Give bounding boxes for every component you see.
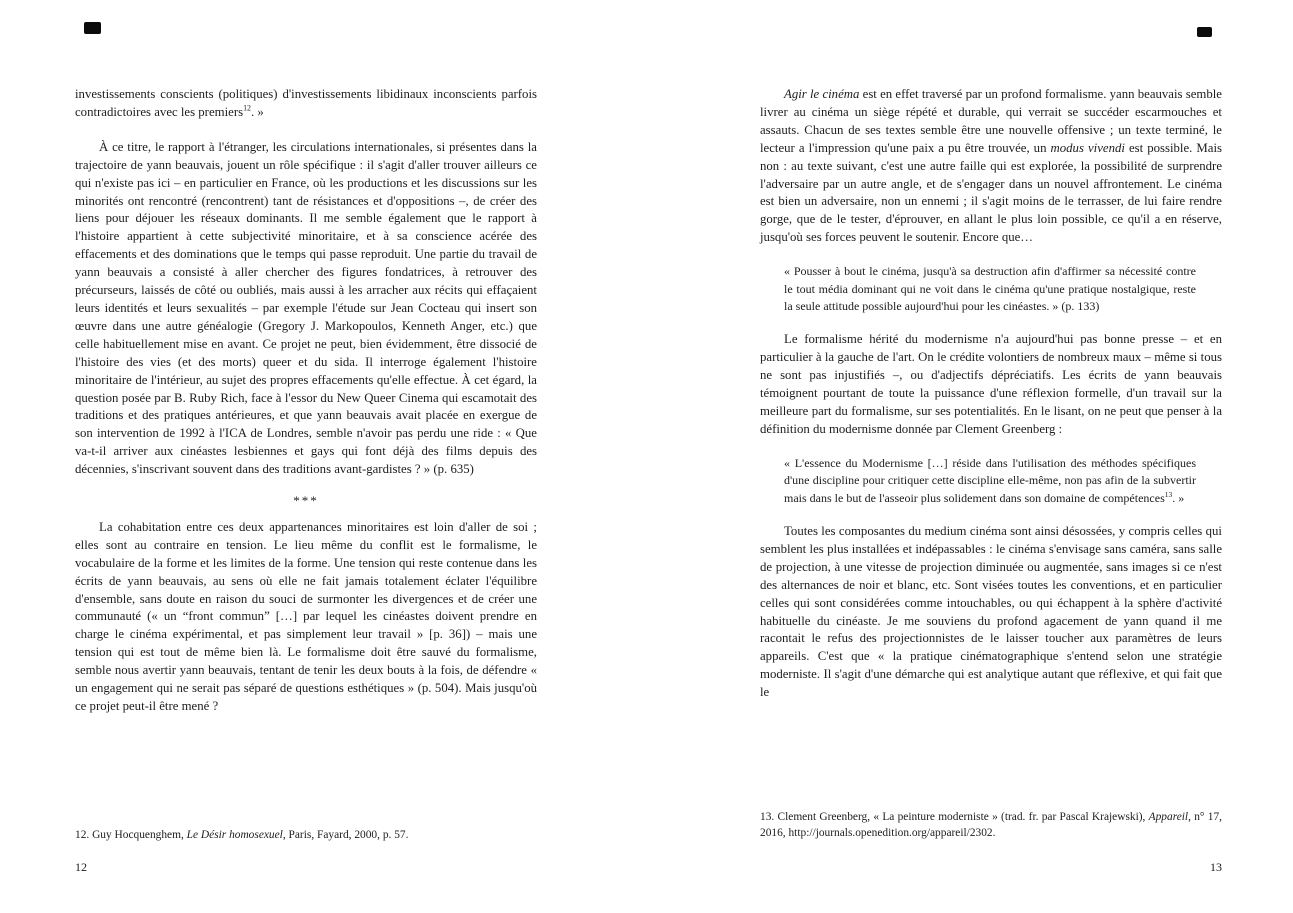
footnote-13: 13. Clement Greenberg, « La peinture moderniste » (trad. fr. par Pascal Krajewski), Appareil, n° 17, 2016, http://journals.openedition.org/appareil/2302. [760, 811, 1222, 839]
paragraph-trajectoire: À ce titre, le rapport à l'étranger, les circulations internationales, si présentes dans la trajectoire de yann beauvais, jouent un rôle spécifique : il s'agit d'aller trouver ailleurs ce qui n'existe pas ici – en particulier en France, où les productions et les discussions sur les minorités ont rencontré (rencontrent) tant de résistances et d'oppositions –, de créer des liens pour déjouer les réseaux dominants. Il me semble également que le rapport à l'histoire appartient à cette subjectivité minoritaire, et à sa conscience acérée des effacements et des dominations que le temps qui passe reproduit. Une partie du travail de yann beauvais a consisté à aller chercher des figures fondatrices, à retrouver des précurseurs, laissés de côté ou oubliés, mais aussi à les arracher aux récits qui effaçaient leurs identités et leurs sexualités – par exemple l'étude sur Jean Cocteau qui insert son œuvre dans une autre généalogie (Gregory J. Markopoulos, Kenneth Anger, etc.) que celle habituellement mise en avant. Ce projet ne peut, bien évidemment, être dissocié de l'histoire des vies (et des morts) queer et du sida. Il interroge également l'histoire minoritaire de l'intérieur, au sujet des propres effacements qu'elle effectue. À cet égard, la question posée par B. Ruby Rich, face à l'essor du New Queer Cinema qui escamotait des traditions et des pratiques antérieures, et que yann beauvais avait placée en exergue de son intervention de 1992 à l'ICA de Londres, semble n'avoir pas perdu une ride : « Que va-t-il arriver aux cinéastes lesbiennes et gays qui font déjà des films depuis des décennies, s'inscrivant souvent dans des traditions avant-gardistes ? » (p. 635) [75, 139, 537, 477]
ink-mark-top-right [1197, 27, 1212, 37]
ink-mark-top-left [84, 22, 101, 34]
page-number-right: 13 [1210, 860, 1222, 874]
page-right [760, 86, 1222, 702]
page-number-left: 12 [75, 860, 87, 874]
paragraph-cohabitation: La cohabitation entre ces deux appartenances minoritaires est loin d'aller de soi ; elles sont au contraire en tension. Le lieu même du conflit est le formalisme, le vocabulaire de la forme et les limites de la forme. Une tension qui reste contenue dans les écrits de yann beauvais, au sens où elle ne fait jamais totalement éclater l'équilibre d'ensemble, sans doute en raison du souci de surmonter les divergences et de créer une communauté (« un “front commun” […] par lequel les cinéastes doivent prendre en charge le cinéma expérimental, et pas simplement leur travail » [p. 36]) – mais une tension qui est tout de même bien là. Le formalisme doit être sauvé du formalisme, semble nous avertir yann beauvais, tentant de tenir les deux bouts à la fois, de défendre « un engagement qui ne serait pas séparé de questions esthétiques » (p. 504). Mais jusqu'où ce projet peut-il être mené ? [75, 519, 537, 713]
blockquote-pousser: « Pousser à bout le cinéma, jusqu'à sa destruction afin d'affirmer sa nécessité contre le tout média dominant qui ne voit dans le cinéma qu'une pratique nostalgique, reste la seule attitude possible aujourd'hui pour les cinéastes. » (p. 133) [784, 264, 1196, 313]
paragraph-continuation: investissements conscients (politiques) d'investissements libidinaux inconscients parfois contradictoires avec les premiers$^{12}$. » [75, 87, 537, 119]
page-left [75, 86, 537, 716]
paragraph-agir: Agir le cinéma est en effet traversé par un profond formalisme. yann beauvais semble livrer au cinéma un siège répété et durable, qui verrait se succéder escarmouches et assauts. Chacun de ses textes semble être une nouvelle offensive ; un texte terminé, le lecteur a l'impression qu'une paix a pu être trouvée, un modus vivendi est possible. Mais non : au texte suivant, c'est une autre faille qui est explorée, la possibilité de surprendre l'adversaire par un autre angle, et de s'engager dans un nouvel affrontement. Le cinéma est bien un adversaire, non un ennemi ; il s'agit moins de le terrasser, de lui faire rendre gorge, que de le tester, d'éprouver, en allant le plus loin possible, ce qu'il a en réserve, jusqu'où ses forces peuvent le soutenir. Encore que… [760, 87, 1222, 245]
footnote-12: 12. Guy Hocquenghem, Le Désir homosexuel, Paris, Fayard, 2000, p. 57. [75, 829, 409, 841]
paragraph-composantes: Toutes les composantes du medium cinéma sont ainsi désossées, y compris celles qui semblent les plus installées et indépassables : le cinéma s'envisage sans caméra, sans salle de projection, à une vitesse de projection diminuée ou augmentée, sans images si ce n'est des alternances de noir et blanc, etc. Sont visées toutes les conventions, et en particulier celles qui sont considérées comme intouchables, ou qui échappent à la sphère d'activité habituelle du cinéaste. Je me souviens du profond agacement de yann quand il me racontait le refus des projectionnistes de le laisser toucher aux paramètres de leurs appareils. C'est que « la pratique cinématographique s'entend selon une stratégie moderniste. Il s'agit d'une démarche qui est analytique autant que réflexive, et qui fait que le [760, 524, 1222, 700]
section-separator: *** [293, 493, 319, 509]
blockquote-essence: « L'essence du Modernisme […] réside dans l'utilisation des méthodes spécifiques d'une discipline pour critiquer cette discipline elle-même, non pas afin de la subvertir mais dans le but de l'asseoir plus solidement dans son domaine de compétences$^{13}$. » [784, 455, 1196, 505]
paragraph-formalisme: Le formalisme hérité du modernisme n'a aujourd'hui pas bonne presse – et en particulier à la gauche de l'art. On le crédite volontiers de nombreux maux – même si tous ne sont pas injustifiés –, ou d'adjectifs dépréciatifs. Les écrits de yann beauvais témoignent pourtant de toute la puissance d'une réflexion formelle, d'un travail sur la meilleure part du formalisme, sur ses potentialités. En le lisant, on ne peut que penser à la définition du modernisme donnée par Clement Greenberg : [760, 332, 1222, 436]
